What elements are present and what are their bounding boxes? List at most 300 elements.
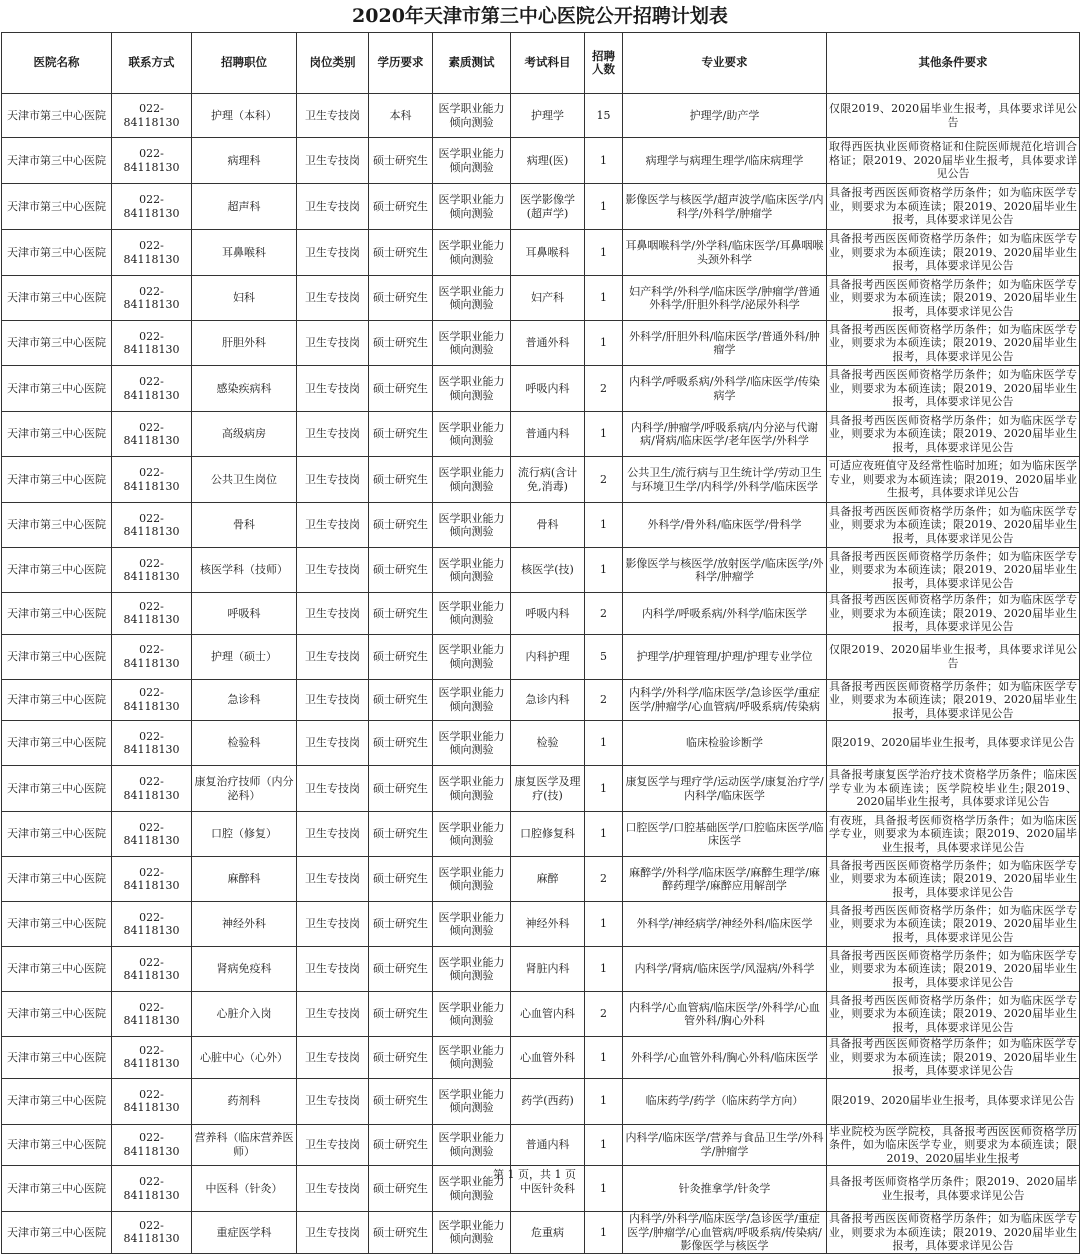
cell-count: 1 bbox=[585, 721, 623, 766]
cell-phone: 022-84118130 bbox=[112, 721, 192, 766]
cell-test: 医学职业能力倾向测验 bbox=[433, 812, 511, 857]
table-row bbox=[2, 812, 1080, 857]
cell-subject: 核医学(技) bbox=[511, 548, 585, 593]
cell-education: 硕士研究生 bbox=[369, 857, 433, 902]
cell-count: 1 bbox=[585, 1037, 623, 1079]
table-row bbox=[2, 321, 1080, 366]
cell-other: 可适应夜班值守及经常性临时加班；如为临床医学专业，则要求为本硕连读；限2019、2020届毕业生报考，具体要求详见公告 bbox=[827, 457, 1080, 503]
cell-subject: 耳鼻喉科 bbox=[511, 230, 585, 276]
cell-test: 医学职业能力倾向测验 bbox=[433, 902, 511, 947]
cell-major: 内科学/呼吸系病/外科学/临床医学 bbox=[623, 593, 827, 635]
cell-other: 具备报考西医医师资格学历条件；如为临床医学专业，则要求为本硕连读；限2019、2020届毕业生报考，具体要求详见公告 bbox=[827, 902, 1080, 947]
table-row bbox=[2, 1124, 1080, 1166]
cell-hospital: 天津市第三中心医院 bbox=[2, 548, 112, 593]
table-row bbox=[2, 857, 1080, 902]
cell-position: 肾病免疫科 bbox=[192, 947, 297, 992]
cell-other: 具备报考西医医师资格学历条件；如为临床医学专业，则要求为本硕连读；限2019、2020届毕业生报考，具体要求详见公告 bbox=[827, 503, 1080, 548]
cell-other: 具备报考西医医师资格学历条件；如为临床医学专业，则要求为本硕连读；限2019、2020届毕业生报考，具体要求详见公告 bbox=[827, 276, 1080, 321]
table-row bbox=[2, 947, 1080, 992]
header-major: 专业要求 bbox=[623, 33, 827, 94]
cell-hospital: 天津市第三中心医院 bbox=[2, 184, 112, 230]
cell-count: 1 bbox=[585, 230, 623, 276]
cell-test: 医学职业能力倾向测验 bbox=[433, 593, 511, 635]
table-row bbox=[2, 230, 1080, 276]
cell-test: 医学职业能力倾向测验 bbox=[433, 94, 511, 138]
cell-position: 营养科（临床营养医师） bbox=[192, 1124, 297, 1166]
table-row bbox=[2, 276, 1080, 321]
cell-category: 卫生专技岗 bbox=[297, 457, 369, 503]
cell-position: 公共卫生岗位 bbox=[192, 457, 297, 503]
cell-education: 硕士研究生 bbox=[369, 548, 433, 593]
cell-other: 仅限2019、2020届毕业生报考，具体要求详见公告 bbox=[827, 634, 1080, 679]
cell-major: 临床药学/药学（临床药学方向） bbox=[623, 1078, 827, 1124]
cell-education: 硕士研究生 bbox=[369, 366, 433, 412]
cell-other: 具备报考西医医师资格学历条件；如为临床医学专业，则要求为本硕连读；限2019、2020届毕业生报考，具体要求详见公告 bbox=[827, 548, 1080, 593]
cell-test: 医学职业能力倾向测验 bbox=[433, 412, 511, 457]
cell-hospital: 天津市第三中心医院 bbox=[2, 230, 112, 276]
cell-phone: 022-84118130 bbox=[112, 634, 192, 679]
cell-other: 具备报考西医医师资格学历条件；如为临床医学专业，则要求为本硕连读；限2019、2020届毕业生报考，具体要求详见公告 bbox=[827, 857, 1080, 902]
cell-category: 卫生专技岗 bbox=[297, 503, 369, 548]
cell-position: 妇科 bbox=[192, 276, 297, 321]
cell-phone: 022-84118130 bbox=[112, 94, 192, 138]
header-category: 岗位类别 bbox=[297, 33, 369, 94]
cell-test: 医学职业能力倾向测验 bbox=[433, 321, 511, 366]
cell-phone: 022-84118130 bbox=[112, 503, 192, 548]
cell-major: 护理学/护理管理/护理/护理专业学位 bbox=[623, 634, 827, 679]
cell-hospital: 天津市第三中心医院 bbox=[2, 1037, 112, 1079]
cell-phone: 022-84118130 bbox=[112, 1124, 192, 1166]
cell-education: 硕士研究生 bbox=[369, 321, 433, 366]
cell-education: 硕士研究生 bbox=[369, 766, 433, 812]
cell-subject: 护理学 bbox=[511, 94, 585, 138]
cell-test: 医学职业能力倾向测验 bbox=[433, 721, 511, 766]
cell-major: 外科学/骨外科/临床医学/骨科学 bbox=[623, 503, 827, 548]
cell-other: 具备报考西医医师资格学历条件；如为临床医学专业，则要求为本硕连读；限2019、2020届毕业生报考，具体要求详见公告 bbox=[827, 412, 1080, 457]
table-row bbox=[2, 548, 1080, 593]
cell-phone: 022-84118130 bbox=[112, 276, 192, 321]
cell-test: 医学职业能力倾向测验 bbox=[433, 503, 511, 548]
cell-category: 卫生专技岗 bbox=[297, 593, 369, 635]
cell-subject: 医学影像学(超声学) bbox=[511, 184, 585, 230]
table-row bbox=[2, 992, 1080, 1037]
cell-subject: 急诊内科 bbox=[511, 679, 585, 721]
cell-phone: 022-84118130 bbox=[112, 230, 192, 276]
cell-major: 外科学/神经病学/神经外科/临床医学 bbox=[623, 902, 827, 947]
cell-other: 具备报考西医医师资格学历条件；如为临床医学专业，则要求为本硕连读；限2019、2020届毕业生报考，具体要求详见公告 bbox=[827, 184, 1080, 230]
cell-hospital: 天津市第三中心医院 bbox=[2, 766, 112, 812]
header-phone: 联系方式 bbox=[112, 33, 192, 94]
cell-education: 硕士研究生 bbox=[369, 992, 433, 1037]
cell-hospital: 天津市第三中心医院 bbox=[2, 1212, 112, 1254]
table-row bbox=[2, 593, 1080, 635]
cell-major: 护理学/助产学 bbox=[623, 94, 827, 138]
page-title: 2020年天津市第三中心医院公开招聘计划表 bbox=[352, 5, 728, 27]
cell-category: 卫生专技岗 bbox=[297, 1037, 369, 1079]
cell-position: 核医学科（技师） bbox=[192, 548, 297, 593]
cell-education: 硕士研究生 bbox=[369, 593, 433, 635]
cell-test: 医学职业能力倾向测验 bbox=[433, 230, 511, 276]
table-row bbox=[2, 503, 1080, 548]
cell-subject: 普通外科 bbox=[511, 321, 585, 366]
cell-count: 1 bbox=[585, 1166, 623, 1212]
cell-test: 医学职业能力倾向测验 bbox=[433, 1166, 511, 1212]
cell-phone: 022-84118130 bbox=[112, 366, 192, 412]
cell-other: 具备报考西医医师资格学历条件；如为临床医学专业，则要求为本硕连读；限2019、2020届毕业生报考，具体要求详见公告 bbox=[827, 992, 1080, 1037]
cell-phone: 022-84118130 bbox=[112, 321, 192, 366]
cell-category: 卫生专技岗 bbox=[297, 94, 369, 138]
cell-subject: 流行病(含计免,消毒) bbox=[511, 457, 585, 503]
cell-subject: 心血管内科 bbox=[511, 992, 585, 1037]
cell-other: 具备报考康复医学治疗技术资格学历条件；临床医学专业为本硕连读；医学院校毕业生;限2019、2020届毕业生报考，具体要求详见公告 bbox=[827, 766, 1080, 812]
cell-test: 医学职业能力倾向测验 bbox=[433, 184, 511, 230]
cell-position: 感染疾病科 bbox=[192, 366, 297, 412]
cell-test: 医学职业能力倾向测验 bbox=[433, 366, 511, 412]
cell-count: 1 bbox=[585, 1212, 623, 1254]
cell-count: 2 bbox=[585, 679, 623, 721]
cell-education: 硕士研究生 bbox=[369, 457, 433, 503]
cell-position: 口腔（修复） bbox=[192, 812, 297, 857]
cell-count: 15 bbox=[585, 94, 623, 138]
cell-phone: 022-84118130 bbox=[112, 902, 192, 947]
cell-position: 心脏介入岗 bbox=[192, 992, 297, 1037]
cell-count: 1 bbox=[585, 184, 623, 230]
cell-hospital: 天津市第三中心医院 bbox=[2, 276, 112, 321]
cell-major: 内科学/临床医学/营养与食品卫生学/外科学/肿瘤学 bbox=[623, 1124, 827, 1166]
cell-subject: 麻醉 bbox=[511, 857, 585, 902]
table-row bbox=[2, 634, 1080, 679]
cell-subject: 呼吸内科 bbox=[511, 366, 585, 412]
cell-other: 限2019、2020届毕业生报考，具体要求详见公告 bbox=[827, 721, 1080, 766]
cell-education: 硕士研究生 bbox=[369, 634, 433, 679]
cell-category: 卫生专技岗 bbox=[297, 230, 369, 276]
cell-education: 硕士研究生 bbox=[369, 679, 433, 721]
cell-subject: 心血管外科 bbox=[511, 1037, 585, 1079]
table-header-row bbox=[2, 33, 1080, 94]
cell-hospital: 天津市第三中心医院 bbox=[2, 503, 112, 548]
cell-position: 呼吸科 bbox=[192, 593, 297, 635]
cell-other: 具备报考西医医师资格学历条件；如为临床医学专业，则要求为本硕连读；限2019、2020届毕业生报考，具体要求详见公告 bbox=[827, 947, 1080, 992]
header-position: 招聘职位 bbox=[192, 33, 297, 94]
cell-position: 神经外科 bbox=[192, 902, 297, 947]
cell-education: 硕士研究生 bbox=[369, 812, 433, 857]
cell-subject: 普通内科 bbox=[511, 1124, 585, 1166]
cell-count: 2 bbox=[585, 992, 623, 1037]
cell-count: 2 bbox=[585, 366, 623, 412]
cell-test: 医学职业能力倾向测验 bbox=[433, 1212, 511, 1254]
cell-count: 1 bbox=[585, 766, 623, 812]
cell-hospital: 天津市第三中心医院 bbox=[2, 634, 112, 679]
cell-other: 具备报考西医医师资格学历条件；如为临床医学专业，则要求为本硕连读；限2019、2020届毕业生报考，具体要求详见公告 bbox=[827, 593, 1080, 635]
cell-count: 1 bbox=[585, 1124, 623, 1166]
cell-hospital: 天津市第三中心医院 bbox=[2, 1124, 112, 1166]
header-hospital: 医院名称 bbox=[2, 33, 112, 94]
cell-hospital: 天津市第三中心医院 bbox=[2, 321, 112, 366]
cell-category: 卫生专技岗 bbox=[297, 138, 369, 184]
cell-test: 医学职业能力倾向测验 bbox=[433, 457, 511, 503]
cell-phone: 022-84118130 bbox=[112, 457, 192, 503]
cell-major: 耳鼻咽喉科学/外学科/临床医学/耳鼻咽喉头颈外科学 bbox=[623, 230, 827, 276]
cell-position: 康复治疗技师（内分泌科） bbox=[192, 766, 297, 812]
table-row bbox=[2, 366, 1080, 412]
cell-test: 医学职业能力倾向测验 bbox=[433, 276, 511, 321]
cell-hospital: 天津市第三中心医院 bbox=[2, 457, 112, 503]
cell-count: 5 bbox=[585, 634, 623, 679]
cell-phone: 022-84118130 bbox=[112, 766, 192, 812]
cell-major: 麻醉学/外科学/临床医学/麻醉生理学/麻醉药理学/麻醉应用解剖学 bbox=[623, 857, 827, 902]
cell-education: 硕士研究生 bbox=[369, 947, 433, 992]
cell-subject: 内科护理 bbox=[511, 634, 585, 679]
cell-category: 卫生专技岗 bbox=[297, 766, 369, 812]
cell-count: 1 bbox=[585, 548, 623, 593]
cell-phone: 022-84118130 bbox=[112, 1037, 192, 1079]
cell-major: 临床检验诊断学 bbox=[623, 721, 827, 766]
cell-count: 1 bbox=[585, 947, 623, 992]
cell-position: 护理（本科） bbox=[192, 94, 297, 138]
cell-position: 病理科 bbox=[192, 138, 297, 184]
cell-category: 卫生专技岗 bbox=[297, 1078, 369, 1124]
cell-hospital: 天津市第三中心医院 bbox=[2, 721, 112, 766]
cell-education: 硕士研究生 bbox=[369, 412, 433, 457]
cell-category: 卫生专技岗 bbox=[297, 857, 369, 902]
cell-position: 超声科 bbox=[192, 184, 297, 230]
cell-category: 卫生专技岗 bbox=[297, 812, 369, 857]
cell-other: 限2019、2020届毕业生报考，具体要求详见公告 bbox=[827, 1078, 1080, 1124]
table-body bbox=[2, 94, 1080, 1254]
cell-subject: 危重病 bbox=[511, 1212, 585, 1254]
cell-education: 硕士研究生 bbox=[369, 1212, 433, 1254]
cell-count: 2 bbox=[585, 457, 623, 503]
cell-subject: 普通内科 bbox=[511, 412, 585, 457]
table-row bbox=[2, 1212, 1080, 1254]
cell-test: 医学职业能力倾向测验 bbox=[433, 947, 511, 992]
cell-education: 硕士研究生 bbox=[369, 1166, 433, 1212]
cell-position: 高级病房 bbox=[192, 412, 297, 457]
cell-position: 护理（硕士） bbox=[192, 634, 297, 679]
cell-major: 外科学/心血管外科/胸心外科/临床医学 bbox=[623, 1037, 827, 1079]
cell-subject: 中医针灸科 bbox=[511, 1166, 585, 1212]
cell-category: 卫生专技岗 bbox=[297, 321, 369, 366]
cell-education: 硕士研究生 bbox=[369, 503, 433, 548]
cell-major: 内科学/肿瘤学/呼吸系病/内分泌与代谢病/肾病/临床医学/老年医学/外科学 bbox=[623, 412, 827, 457]
header-other: 其他条件要求 bbox=[827, 33, 1080, 94]
cell-position: 麻醉科 bbox=[192, 857, 297, 902]
cell-subject: 呼吸内科 bbox=[511, 593, 585, 635]
cell-count: 1 bbox=[585, 503, 623, 548]
cell-count: 1 bbox=[585, 1078, 623, 1124]
cell-phone: 022-84118130 bbox=[112, 184, 192, 230]
cell-major: 口腔医学/口腔基础医学/口腔临床医学/临床医学 bbox=[623, 812, 827, 857]
cell-test: 医学职业能力倾向测验 bbox=[433, 1078, 511, 1124]
cell-count: 1 bbox=[585, 412, 623, 457]
cell-major: 内科学/外科学/临床医学/急诊医学/重症医学/肿瘤学/心血管病/呼吸系病/传染病/影像医学与核医学 bbox=[623, 1212, 827, 1254]
cell-phone: 022-84118130 bbox=[112, 1166, 192, 1212]
cell-other: 具备报考西医医师资格学历条件；如为临床医学专业，则要求为本硕连读；限2019、2020届毕业生报考，具体要求详见公告 bbox=[827, 1212, 1080, 1254]
table-row bbox=[2, 1078, 1080, 1124]
cell-education: 硕士研究生 bbox=[369, 184, 433, 230]
table-row bbox=[2, 902, 1080, 947]
cell-major: 妇产科学/外科学/临床医学/肿瘤学/普通外科学/肝胆外科学/泌尿外科学 bbox=[623, 276, 827, 321]
cell-phone: 022-84118130 bbox=[112, 812, 192, 857]
header-test: 素质测试 bbox=[433, 33, 511, 94]
table-row bbox=[2, 94, 1080, 138]
cell-education: 本科 bbox=[369, 94, 433, 138]
cell-subject: 康复医学及理疗(技) bbox=[511, 766, 585, 812]
cell-position: 重症医学科 bbox=[192, 1212, 297, 1254]
cell-test: 医学职业能力倾向测验 bbox=[433, 679, 511, 721]
cell-test: 医学职业能力倾向测验 bbox=[433, 992, 511, 1037]
cell-category: 卫生专技岗 bbox=[297, 679, 369, 721]
cell-other: 具备报考西医医师资格学历条件；如为临床医学专业，则要求为本硕连读；限2019、2020届毕业生报考，具体要求详见公告 bbox=[827, 1037, 1080, 1079]
cell-other: 有夜班，具备报考医师资格学历条件；如为临床医学专业，则要求为本硕连读；限2019、2020届毕业生报考，具体要求详见公告 bbox=[827, 812, 1080, 857]
cell-hospital: 天津市第三中心医院 bbox=[2, 366, 112, 412]
cell-subject: 骨科 bbox=[511, 503, 585, 548]
cell-other: 取得西医执业医师资格证和住院医师规范化培训合格证；限2019、2020届毕业生报考，具体要求详见公告 bbox=[827, 138, 1080, 184]
cell-phone: 022-84118130 bbox=[112, 857, 192, 902]
cell-category: 卫生专技岗 bbox=[297, 992, 369, 1037]
cell-position: 急诊科 bbox=[192, 679, 297, 721]
cell-category: 卫生专技岗 bbox=[297, 634, 369, 679]
table-row bbox=[2, 679, 1080, 721]
cell-count: 2 bbox=[585, 593, 623, 635]
cell-other: 具备报考西医医师资格学历条件；如为临床医学专业，则要求为本硕连读；限2019、2020届毕业生报考，具体要求详见公告 bbox=[827, 679, 1080, 721]
cell-education: 硕士研究生 bbox=[369, 276, 433, 321]
cell-count: 1 bbox=[585, 902, 623, 947]
cell-hospital: 天津市第三中心医院 bbox=[2, 1166, 112, 1212]
cell-category: 卫生专技岗 bbox=[297, 1212, 369, 1254]
cell-phone: 022-84118130 bbox=[112, 1078, 192, 1124]
cell-hospital: 天津市第三中心医院 bbox=[2, 992, 112, 1037]
cell-other: 毕业院校为医学院校，具备报考西医医师资格学历条件，如为临床医学专业，则要求为本硕连读；限2019、2020届毕业生报考 bbox=[827, 1124, 1080, 1166]
cell-phone: 022-84118130 bbox=[112, 138, 192, 184]
cell-education: 硕士研究生 bbox=[369, 721, 433, 766]
cell-phone: 022-84118130 bbox=[112, 947, 192, 992]
cell-count: 1 bbox=[585, 276, 623, 321]
cell-major: 病理学与病理生理学/临床病理学 bbox=[623, 138, 827, 184]
cell-category: 卫生专技岗 bbox=[297, 366, 369, 412]
cell-category: 卫生专技岗 bbox=[297, 276, 369, 321]
cell-subject: 检验 bbox=[511, 721, 585, 766]
header-subject: 考试科目 bbox=[511, 33, 585, 94]
cell-test: 医学职业能力倾向测验 bbox=[433, 766, 511, 812]
cell-other: 仅限2019、2020届毕业生报考，具体要求详见公告 bbox=[827, 94, 1080, 138]
cell-hospital: 天津市第三中心医院 bbox=[2, 94, 112, 138]
cell-position: 检验科 bbox=[192, 721, 297, 766]
table-row bbox=[2, 1037, 1080, 1079]
table-row bbox=[2, 721, 1080, 766]
cell-education: 硕士研究生 bbox=[369, 1078, 433, 1124]
cell-education: 硕士研究生 bbox=[369, 230, 433, 276]
cell-position: 肝胆外科 bbox=[192, 321, 297, 366]
cell-test: 医学职业能力倾向测验 bbox=[433, 634, 511, 679]
cell-position: 中医科（针灸） bbox=[192, 1166, 297, 1212]
cell-subject: 妇产科 bbox=[511, 276, 585, 321]
cell-hospital: 天津市第三中心医院 bbox=[2, 679, 112, 721]
cell-hospital: 天津市第三中心医院 bbox=[2, 412, 112, 457]
cell-education: 硕士研究生 bbox=[369, 902, 433, 947]
cell-major: 公共卫生/流行病与卫生统计学/劳动卫生与环境卫生学/内科学/外科学/临床医学 bbox=[623, 457, 827, 503]
cell-major: 内科学/肾病/临床医学/风湿病/外科学 bbox=[623, 947, 827, 992]
cell-major: 针灸推拿学/针灸学 bbox=[623, 1166, 827, 1212]
cell-hospital: 天津市第三中心医院 bbox=[2, 902, 112, 947]
cell-phone: 022-84118130 bbox=[112, 679, 192, 721]
header-education: 学历要求 bbox=[369, 33, 433, 94]
cell-category: 卫生专技岗 bbox=[297, 947, 369, 992]
cell-phone: 022-84118130 bbox=[112, 1212, 192, 1254]
cell-major: 内科学/心血管病/临床医学/外科学/心血管外科/胸心外科 bbox=[623, 992, 827, 1037]
cell-hospital: 天津市第三中心医院 bbox=[2, 593, 112, 635]
cell-category: 卫生专技岗 bbox=[297, 184, 369, 230]
cell-position: 耳鼻喉科 bbox=[192, 230, 297, 276]
cell-test: 医学职业能力倾向测验 bbox=[433, 857, 511, 902]
cell-hospital: 天津市第三中心医院 bbox=[2, 947, 112, 992]
cell-major: 外科学/肝胆外科/临床医学/普通外科/肿瘤学 bbox=[623, 321, 827, 366]
cell-other: 具备报考西医医师资格学历条件；如为临床医学专业，则要求为本硕连读；限2019、2020届毕业生报考，具体要求详见公告 bbox=[827, 366, 1080, 412]
cell-subject: 神经外科 bbox=[511, 902, 585, 947]
table-row bbox=[2, 412, 1080, 457]
cell-position: 骨科 bbox=[192, 503, 297, 548]
table-row bbox=[2, 766, 1080, 812]
cell-education: 硕士研究生 bbox=[369, 1037, 433, 1079]
cell-phone: 022-84118130 bbox=[112, 548, 192, 593]
cell-hospital: 天津市第三中心医院 bbox=[2, 812, 112, 857]
cell-category: 卫生专技岗 bbox=[297, 1124, 369, 1166]
cell-subject: 肾脏内科 bbox=[511, 947, 585, 992]
cell-position: 心脏中心（心外） bbox=[192, 1037, 297, 1079]
cell-phone: 022-84118130 bbox=[112, 412, 192, 457]
cell-category: 卫生专技岗 bbox=[297, 412, 369, 457]
cell-hospital: 天津市第三中心医院 bbox=[2, 138, 112, 184]
cell-category: 卫生专技岗 bbox=[297, 721, 369, 766]
cell-phone: 022-84118130 bbox=[112, 992, 192, 1037]
table-row bbox=[2, 184, 1080, 230]
cell-other: 具备报考医师资格学历条件；限2019、2020届毕业生报考，具体要求详见公告 bbox=[827, 1166, 1080, 1212]
cell-test: 医学职业能力倾向测验 bbox=[433, 1124, 511, 1166]
cell-education: 硕士研究生 bbox=[369, 1124, 433, 1166]
cell-count: 1 bbox=[585, 138, 623, 184]
cell-major: 康复医学与理疗学/运动医学/康复治疗学/内科学/临床医学 bbox=[623, 766, 827, 812]
cell-category: 卫生专技岗 bbox=[297, 1166, 369, 1212]
cell-major: 影像医学与核医学/超声波学/临床医学/内科学/外科学/肿瘤学 bbox=[623, 184, 827, 230]
cell-major: 内科学/外科学/临床医学/急诊医学/重症医学/肿瘤学/心血管病/呼吸系病/传染病 bbox=[623, 679, 827, 721]
cell-major: 影像医学与核医学/放射医学/临床医学/外科学/肿瘤学 bbox=[623, 548, 827, 593]
cell-count: 1 bbox=[585, 812, 623, 857]
recruitment-table bbox=[1, 32, 1080, 1254]
cell-count: 1 bbox=[585, 321, 623, 366]
cell-test: 医学职业能力倾向测验 bbox=[433, 138, 511, 184]
cell-hospital: 天津市第三中心医院 bbox=[2, 857, 112, 902]
cell-subject: 病理(医) bbox=[511, 138, 585, 184]
header-count: 招聘人数 bbox=[585, 33, 623, 94]
cell-education: 硕士研究生 bbox=[369, 138, 433, 184]
cell-count: 2 bbox=[585, 857, 623, 902]
cell-subject: 口腔修复科 bbox=[511, 812, 585, 857]
cell-phone: 022-84118130 bbox=[112, 593, 192, 635]
cell-subject: 药学(西药) bbox=[511, 1078, 585, 1124]
cell-test: 医学职业能力倾向测验 bbox=[433, 1037, 511, 1079]
cell-category: 卫生专技岗 bbox=[297, 902, 369, 947]
table-row bbox=[2, 457, 1080, 503]
page-footer: 第 1 页，共 1 页 bbox=[493, 1168, 576, 1181]
cell-other: 具备报考西医医师资格学历条件；如为临床医学专业，则要求为本硕连读；限2019、2020届毕业生报考，具体要求详见公告 bbox=[827, 230, 1080, 276]
cell-test: 医学职业能力倾向测验 bbox=[433, 548, 511, 593]
cell-hospital: 天津市第三中心医院 bbox=[2, 1078, 112, 1124]
cell-category: 卫生专技岗 bbox=[297, 548, 369, 593]
cell-major: 内科学/呼吸系病/外科学/临床医学/传染病学 bbox=[623, 366, 827, 412]
table-row bbox=[2, 138, 1080, 184]
cell-other: 具备报考西医医师资格学历条件；如为临床医学专业，则要求为本硕连读；限2019、2020届毕业生报考，具体要求详见公告 bbox=[827, 321, 1080, 366]
cell-position: 药剂科 bbox=[192, 1078, 297, 1124]
